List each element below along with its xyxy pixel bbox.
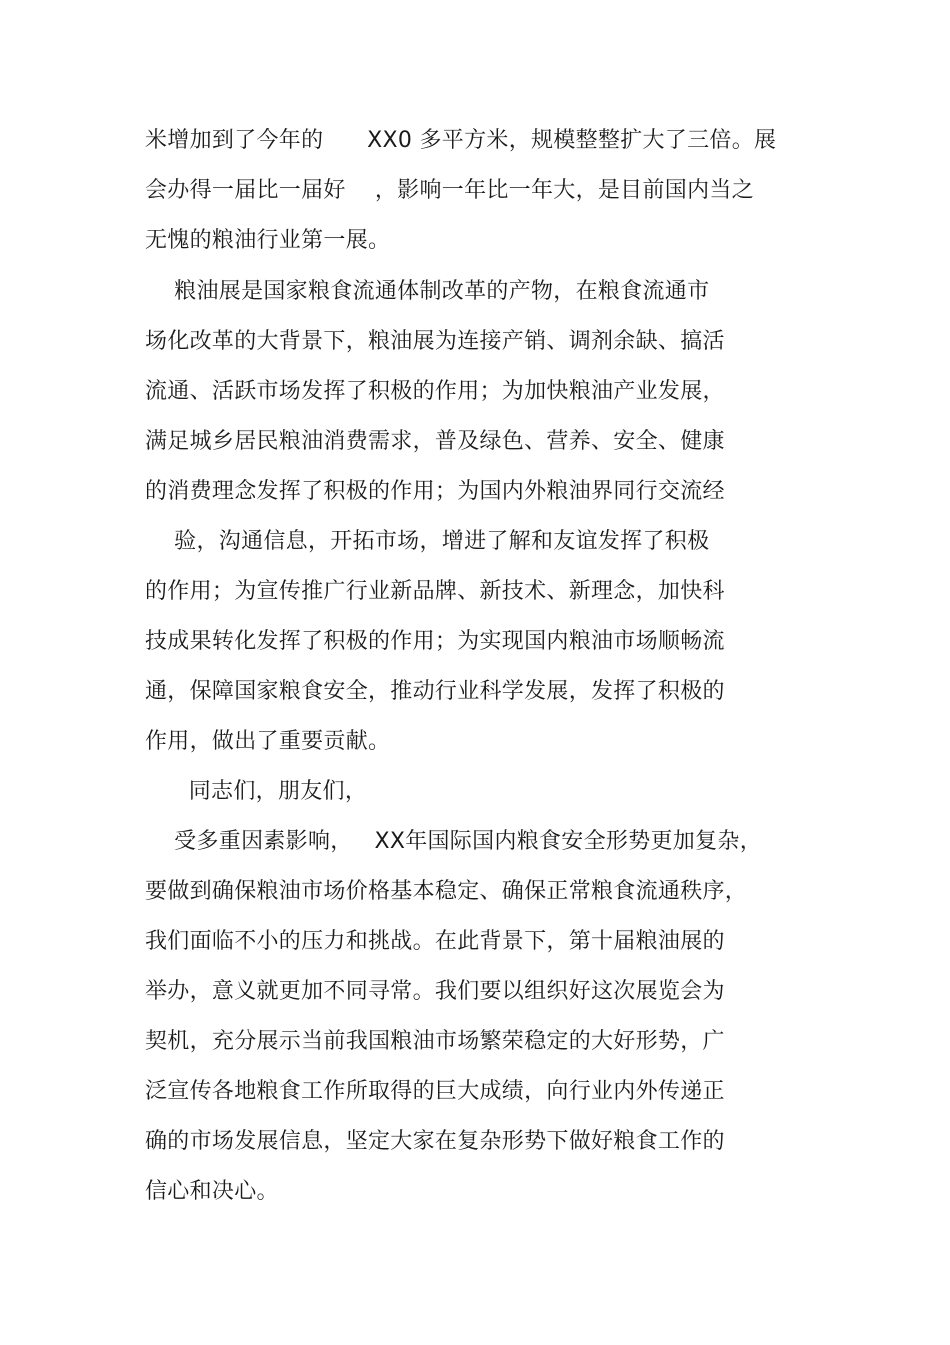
salutation-line: 同志们，朋友们， xyxy=(145,779,368,804)
text-line: 的消费理念发挥了积极的作用；为国内外粮油界同行交流经 xyxy=(145,479,725,504)
text-line: 的作用；为宣传推广行业新品牌、新技术、新理念，加快科 xyxy=(145,579,725,604)
text-line: 满足城乡居民粮油消费需求，普及绿色、营养、安全、健康 xyxy=(145,429,725,454)
text-line: 通，保障国家粮食安全，推动行业科学发展，发挥了积极的 xyxy=(145,679,725,704)
text-line: 泛宣传各地粮食工作所取得的巨大成绩，向行业内外传递正 xyxy=(145,1079,725,1104)
text-line: 验，沟通信息，开拓市场，增进了解和友谊发挥了积极 xyxy=(145,529,710,554)
text-line: 作用，做出了重要贡献。 xyxy=(145,729,391,754)
text-line: 米增加到了今年的 XX0 多平方米，规模整整扩大了三倍。展 xyxy=(145,128,777,153)
text-line: 信心和决心。 xyxy=(145,1179,279,1204)
text-line: 契机，充分展示当前我国粮油市场繁荣稳定的大好形势，广 xyxy=(145,1029,725,1054)
text-line: 无愧的粮油行业第一展。 xyxy=(145,228,391,253)
text-line: 举办，意义就更加不同寻常。我们要以组织好这次展览会为 xyxy=(145,979,725,1004)
text-line: 粮油展是国家粮食流通体制改革的产物，在粮食流通市 xyxy=(145,279,710,304)
text-line: 场化改革的大背景下，粮油展为连接产销、调剂余缺、搞活 xyxy=(145,329,725,354)
text-line: 流通、活跃市场发挥了积极的作用；为加快粮油产业发展， xyxy=(145,379,725,404)
text-line: 确的市场发展信息，坚定大家在复杂形势下做好粮食工作的 xyxy=(145,1129,725,1154)
text-line: 我们面临不小的压力和挑战。在此背景下，第十届粮油展的 xyxy=(145,929,725,954)
text-line: 技成果转化发挥了积极的作用；为实现国内粮油市场顺畅流 xyxy=(145,629,725,654)
text-line: 会办得一届比一届好 ，影响一年比一年大，是目前国内当之 xyxy=(145,178,754,203)
text-line: 受多重因素影响， XX年国际国内粮食安全形势更加复杂， xyxy=(145,829,762,854)
text-line: 要做到确保粮油市场价格基本稳定、确保正常粮食流通秩序， xyxy=(145,879,748,904)
